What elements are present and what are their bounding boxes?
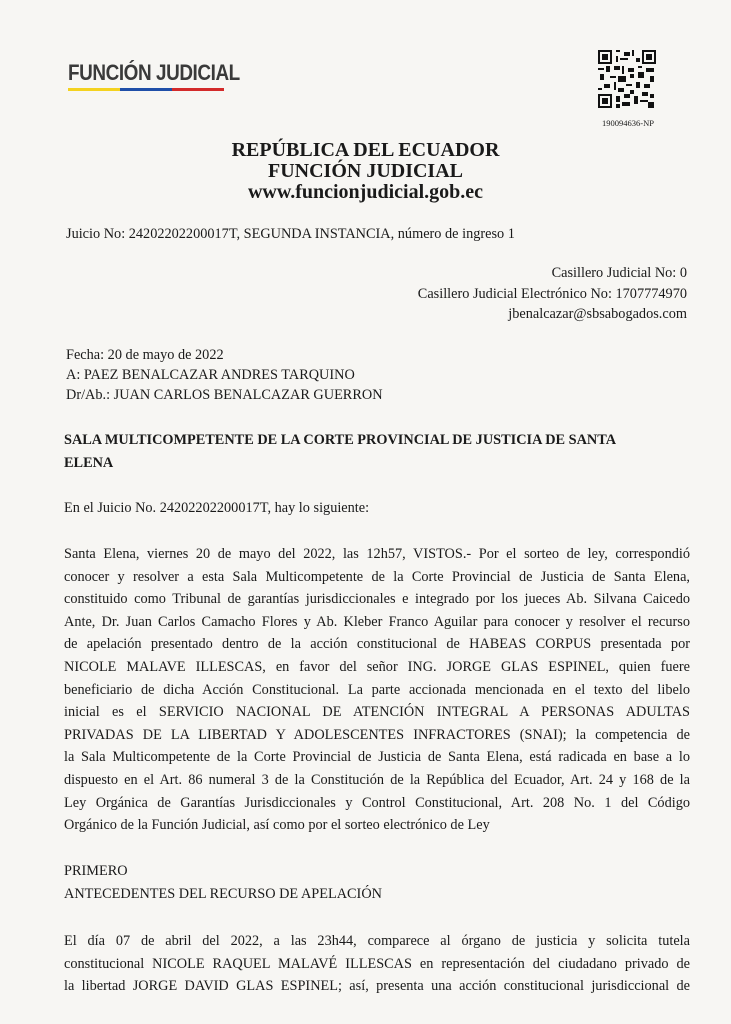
paragraph-line: constitucional NICOLE RAQUEL MALAVÉ ILLESCAS en representación del ciudadano privado de: [64, 955, 690, 972]
recipient: A: PAEZ BENALCAZAR ANDRES TARQUINO: [66, 367, 355, 383]
paragraph-line: conocer y resolver a esta Sala Multicompetente de la Corte Provincial de Justicia de Santa Elena,: [64, 568, 690, 585]
logo-bar-yellow: [68, 88, 120, 91]
paragraph-line: la libertad JORGE DAVID GLAS ESPINEL; así, presenta una acción constitucional jurisdiccional de: [64, 978, 690, 995]
lawyer: Dr/Ab.: JUAN CARLOS BENALCAZAR GUERRON: [66, 387, 383, 403]
paragraph-line: inicial es el SERVICIO NACIONAL DE ATENCIÓN INTEGRAL A PERSONAS ADULTAS: [64, 704, 690, 721]
logo-text: FUNCIÓN JUDICIAL: [68, 60, 240, 85]
sala-title-line2: ELENA: [64, 455, 114, 471]
intro-text: En el Juicio No. 24202202200017T, hay lo siguiente:: [64, 500, 370, 516]
fecha: Fecha: 20 de mayo de 2022: [66, 347, 224, 363]
qr-code-icon: [598, 50, 656, 108]
paragraph-line: Ante, Dr. Juan Carlos Camacho Flores y Ab. Kleber Franco Aguilar para conocer y resolver el recurso: [64, 613, 690, 630]
logo-bar-red: [172, 88, 224, 91]
paragraph-line: la Sala Multicompetente de la Corte Provincial de Justicia de Santa Elena, está radicada en base a lo: [64, 749, 690, 766]
sala-title-line1: SALA MULTICOMPETENTE DE LA CORTE PROVINCIAL DE JUSTICIA DE SANTA: [64, 432, 617, 448]
paragraph-line: NICOLE MALAVE ILLESCAS, en favor del señor ING. JORGE GLAS ESPINEL, quien fuere: [64, 658, 690, 675]
section-primero-title: ANTECEDENTES DEL RECURSO DE APELACIÓN: [64, 886, 382, 902]
contact-email: jbenalcazar@sbsabogados.com: [508, 306, 687, 322]
paragraph-line: Orgánico de la Función Judicial, así como por el sorteo electrónico de Ley: [64, 817, 490, 834]
logo-bar-blue: [120, 88, 172, 91]
paragraph-line: de apelación presentado dentro de la acción constitucional de HABEAS CORPUS presentada por: [64, 636, 690, 653]
body-paragraph-2: [64, 930, 690, 998]
header-website: www.funcionjudicial.gob.ec: [247, 181, 484, 203]
header-institution: FUNCIÓN JUDICIAL: [267, 160, 463, 182]
section-primero-label: PRIMERO: [64, 863, 128, 879]
paragraph-line: El día 07 de abril del 2022, a las 23h44, comparece al órgano de justicia y solicita tutela: [64, 933, 690, 949]
logo-color-bars: [68, 88, 224, 91]
paragraph-line: Santa Elena, viernes 20 de mayo del 2022, las 12h57, VISTOS.- Por el sorteo de ley, correspondió: [64, 546, 690, 562]
document-header: [0, 140, 731, 203]
qr-reference-code: 190094636-NP: [602, 118, 654, 128]
casillero-judicial: Casillero Judicial No: 0: [551, 265, 687, 281]
body-paragraph: [64, 543, 690, 837]
paragraph-line: dispuesto en el Art. 86 numeral 3 de la Constitución de la República del Ecuador, Art. 24 y 168 de la: [64, 771, 690, 788]
header-country: REPÚBLICA DEL ECUADOR: [231, 139, 500, 161]
paragraph-line: constituido como Tribunal de garantías jurisdiccionales e integrado por los jueces Ab. Silvana Caicedo: [64, 591, 690, 608]
casillero-electronico: Casillero Judicial Electrónico No: 1707774970: [417, 286, 687, 302]
paragraph-line: Ley Orgánica de Garantías Jurisdiccionales y Control Constitucional, Art. 208 No. 1 del Código: [64, 794, 690, 811]
paragraph-line: beneficiario de dicha Acción Constitucional. La parte accionada mencionada en el texto del libelo: [64, 681, 690, 698]
funcion-judicial-logo: [68, 60, 240, 91]
paragraph-line: PRIVADAS DE LA LIBERTAD Y ADOLESCENTES INFRACTORES (SNAI); la competencia de: [64, 726, 690, 743]
juicio-number: Juicio No: 24202202200017T, SEGUNDA INSTANCIA, número de ingreso 1: [66, 226, 515, 242]
